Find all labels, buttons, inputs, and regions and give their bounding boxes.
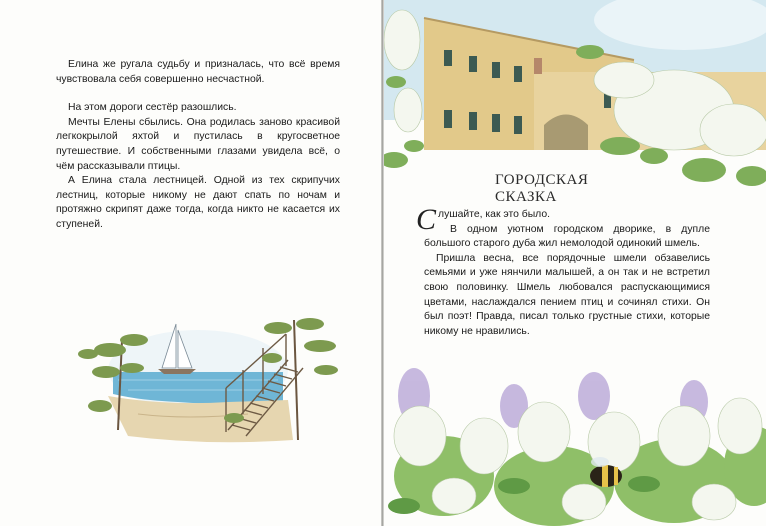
lead-text: лушайте, как это было. [438,209,551,220]
story-title: ГОРОДСКАЯ СКАЗКА [495,172,589,205]
lead-paragraph [416,203,710,236]
paragraph: Мечты Елены сбылись. Она родилась заново красивой легкокрылой яхтой и пустилась в кругосветное путешествие. И собственными глазами увидела всё, о чём рассказывали птицы. [56,116,340,172]
sea-yacht-stairs-illustration [58,310,358,460]
paragraph: Елина же ругала судьбу и призналась, что всё время чувствовала себя совершенно несчастной. [56,59,340,85]
paragraph: А Елина стала лестницей. Одной из тех скрипучих лестниц, которые никому не дают спать по ночам и протяжно скрипят даже тогда, когда никто не касается их ступеней. [56,175,340,230]
courtyard-building-illustration [384,0,766,200]
left-page-text [56,58,340,233]
lilac-bushes-illustration [384,366,766,526]
drop-cap: С [416,203,437,236]
paragraph: Пришла весна, все порядочные шмели обзавелись семьями и уже нянчили малышей, а он так и не встретил свою половинку. Шмель любовался распускающимися цветами, наслаждался пением птиц и сочинял стихи. Он был поэт! Правда, писал только грустные стихи, которые никому не нравились. [424,252,710,337]
paragraph: На этом дороги сестёр разошлись. [68,102,237,114]
right-page-text [416,203,710,339]
paragraph: В одном уютном городском дворике, в дупле большого старого дуба жил немолодой одинокий шмель. [424,223,710,250]
